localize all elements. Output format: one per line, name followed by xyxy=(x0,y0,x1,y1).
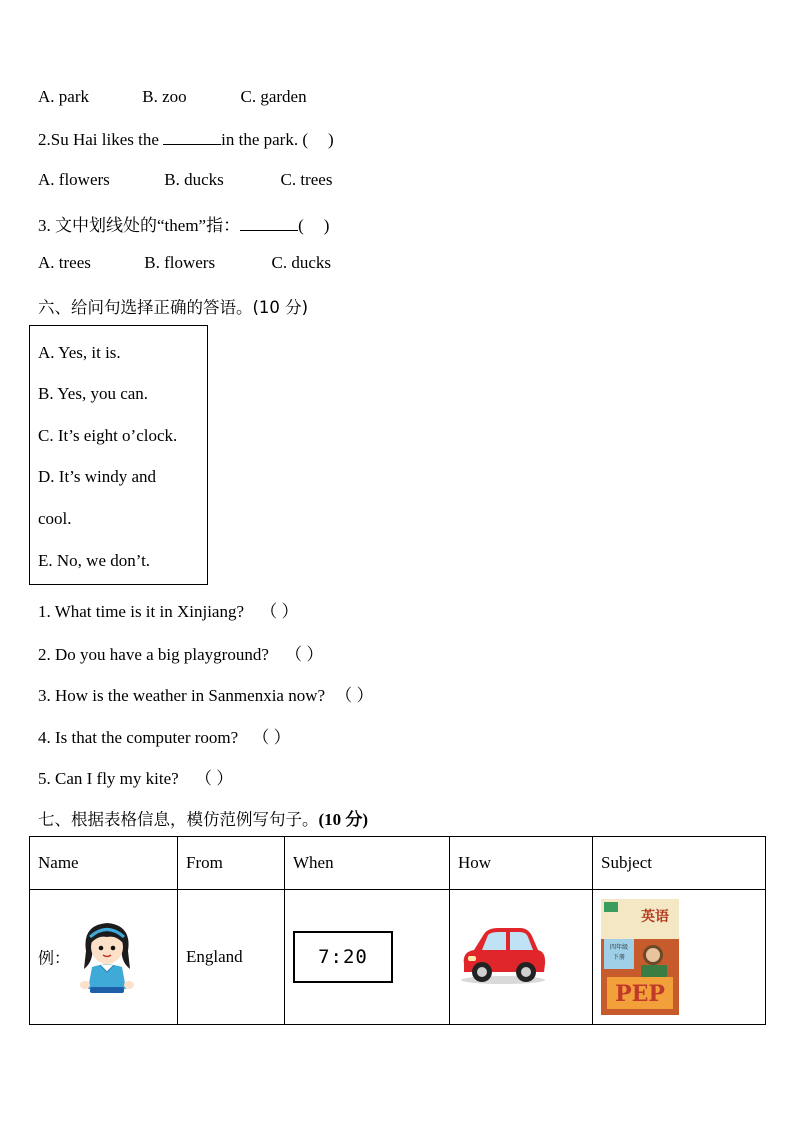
question-text: 5. Can I fly my kite? xyxy=(38,769,179,788)
col-name: Name xyxy=(30,837,178,890)
book-volume: 下册 xyxy=(612,954,626,961)
choice-a: A. Yes, it is. xyxy=(38,343,121,362)
q2-text-before: 2.Su Hai likes the xyxy=(38,130,159,149)
answer-paren[interactable]: （ ） xyxy=(260,602,299,621)
q3-text: 3. 文中划线处的“them”指： xyxy=(38,216,241,235)
option-b: B. ducks xyxy=(164,170,224,189)
q2-text-after: in the park. ( xyxy=(221,130,308,149)
s6-question-4 xyxy=(38,723,291,748)
question-text: 4. Is that the computer room? xyxy=(38,728,239,747)
choice-d: D. It’s windy and xyxy=(38,467,157,486)
from-cell: England xyxy=(178,890,285,1025)
question-2 xyxy=(38,129,334,150)
col-from: From xyxy=(178,837,285,890)
car-icon xyxy=(458,924,548,986)
col-subject: Subject xyxy=(593,837,766,890)
option-a: A. flowers xyxy=(38,170,110,189)
choice-c: C. It’s eight o’clock. xyxy=(38,426,178,445)
section-7-score: (10 分) xyxy=(318,810,369,829)
section-6-heading: 六、给问句选择正确的答语。(10 分) xyxy=(38,298,309,317)
answer-paren[interactable]: （ ） xyxy=(252,728,291,747)
s6-question-2 xyxy=(38,640,323,665)
option-c: C. ducks xyxy=(271,253,331,272)
question-text: 2. Do you have a big playground? xyxy=(38,645,269,664)
english-textbook-image xyxy=(601,899,679,1015)
col-how: How xyxy=(450,837,593,890)
table-row xyxy=(30,890,766,1025)
name-cell xyxy=(30,890,178,1025)
question-text: 3. How is the weather in Sanmenxia now? xyxy=(38,686,326,705)
answer-paren[interactable]: （ ） xyxy=(335,686,374,705)
q3-close-paren: ) xyxy=(323,216,330,235)
option-c: C. garden xyxy=(240,87,307,106)
section-7-title: 七、根据表格信息，模仿范例写句子。 xyxy=(38,810,319,829)
choice-b: B. Yes, you can. xyxy=(38,384,149,403)
when-cell xyxy=(285,890,450,1025)
q3-open-paren: ( xyxy=(298,216,304,235)
option-a: A. trees xyxy=(38,253,91,272)
example-label: 例： xyxy=(38,948,71,968)
question-text: 1. What time is it in Xinjiang? xyxy=(38,602,245,621)
s6-question-3 xyxy=(38,681,374,706)
q2-blank[interactable] xyxy=(163,129,221,145)
how-cell xyxy=(450,890,593,1025)
book-logo-letters: PEP xyxy=(615,981,665,1007)
q2-close-paren: ) xyxy=(328,130,334,149)
col-when: When xyxy=(285,837,450,890)
info-table xyxy=(29,836,766,1025)
answer-paren[interactable]: （ ） xyxy=(285,645,324,664)
section-7-heading xyxy=(38,805,368,830)
answer-choices-box xyxy=(29,325,208,585)
s6-question-1 xyxy=(38,597,299,622)
table-header-row xyxy=(30,837,766,890)
option-b: B. flowers xyxy=(144,253,216,272)
s6-question-5 xyxy=(38,764,233,789)
q3-blank[interactable] xyxy=(240,215,298,231)
girl-image xyxy=(76,917,138,997)
choice-e: E. No, we don’t. xyxy=(38,551,151,570)
option-c: C. trees xyxy=(280,170,333,189)
prev-options-row xyxy=(38,87,307,107)
option-b: B. zoo xyxy=(142,87,187,106)
q3-options-row xyxy=(38,253,331,273)
book-title: 英语 xyxy=(641,909,669,925)
answer-paren[interactable]: （ ） xyxy=(194,769,234,788)
clock-display: 7:20 xyxy=(293,931,393,983)
option-a: A. park xyxy=(38,87,89,106)
book-grade: 四年级 xyxy=(609,944,629,951)
choice-d-cont: cool. xyxy=(38,509,72,528)
subject-cell xyxy=(593,890,766,1025)
question-3 xyxy=(38,211,329,236)
q2-options-row xyxy=(38,170,332,190)
